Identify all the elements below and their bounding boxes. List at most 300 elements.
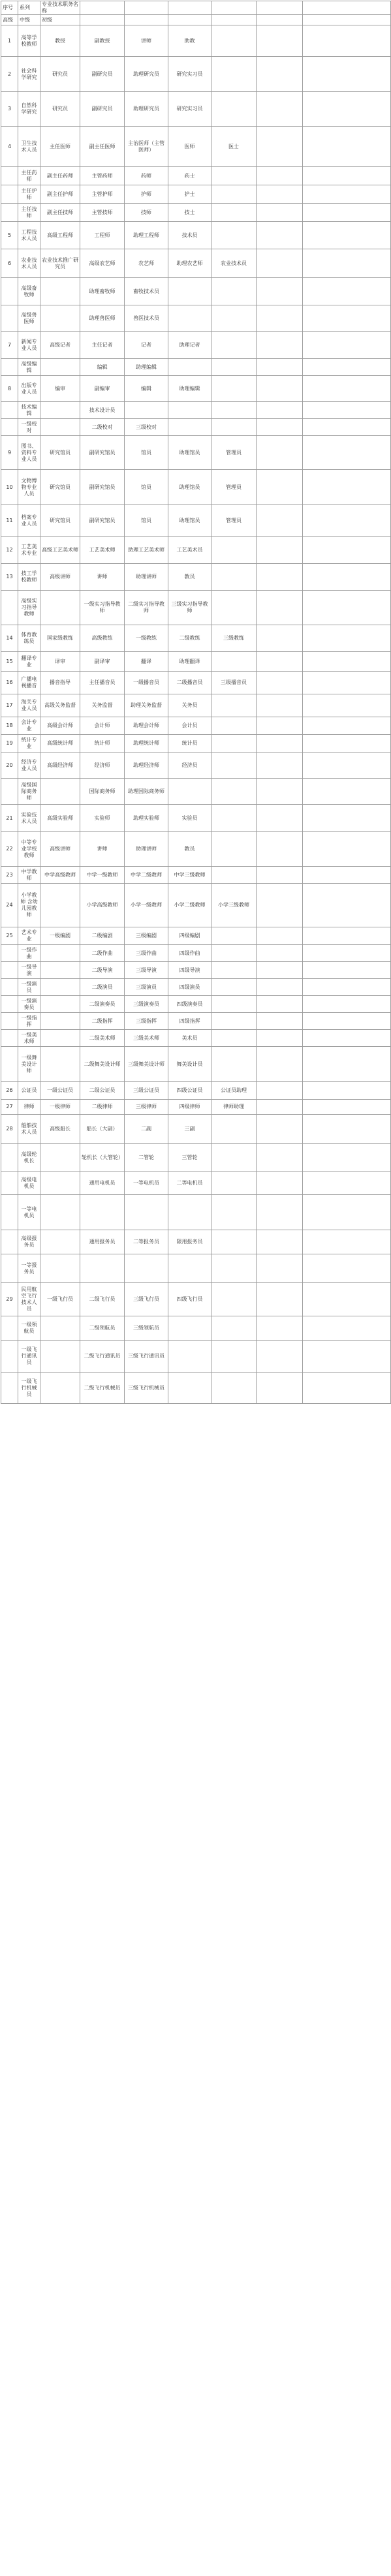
table-cell: 主管技师 [80,204,125,222]
table-cell [211,832,257,867]
table-cell: 四级律师 [168,1100,211,1115]
table-cell [303,222,391,249]
table-cell [1,1195,18,1230]
table-cell: 29 [1,1283,18,1316]
table-cell: 四级演员 [168,979,211,996]
table-cell [257,25,303,57]
table-cell: 二级播音员 [168,672,211,694]
table-row [1,884,391,927]
table-cell: 一级飞行员 [40,1283,80,1316]
table-cell [303,1082,391,1100]
table-cell [257,717,303,735]
table-cell: 中学教师 [18,867,40,884]
table-cell: 工艺美术专业 [18,537,40,564]
table-cell: 17 [1,694,18,717]
table-cell [257,1013,303,1030]
table-cell: 助理讲师 [125,564,168,591]
table-row [1,1082,391,1100]
table-cell: 高级会计师 [40,717,80,735]
table-cell [40,1144,80,1172]
table-cell: 一级律师 [40,1100,80,1115]
table-cell [303,1030,391,1047]
table-row [1,1100,391,1115]
table-cell [211,1144,257,1172]
table-cell [211,652,257,672]
table-cell [303,694,391,717]
table-cell: 1 [1,25,18,57]
table-cell [211,927,257,945]
table-cell: 通用报务员 [80,1230,125,1254]
table-cell [257,1082,303,1100]
table-cell: 副研究馆员 [80,470,125,505]
table-cell [40,779,80,805]
table-row [1,1030,391,1047]
table-cell: 三级领航员 [125,1316,168,1341]
table-cell [257,591,303,625]
table-row [1,1195,391,1230]
table-cell [303,25,391,57]
table-cell: 助理编辑 [125,359,168,376]
table-cell [211,537,257,564]
table-cell: 副编审 [80,376,125,402]
table-cell [257,564,303,591]
table-cell [1,591,18,625]
table-row [1,376,391,402]
table-cell [257,305,303,332]
table-cell: 高级畜牧师 [18,278,40,305]
table-cell: 副研究员 [80,57,125,92]
table-cell [211,57,257,92]
table-cell [211,564,257,591]
table-cell [125,402,168,419]
table-cell: 主管药师 [80,167,125,185]
table-cell: 二级编剧 [80,927,125,945]
table-cell: 技工学校教师 [18,564,40,591]
table-cell [211,1013,257,1030]
table-row [1,332,391,359]
table-cell [257,185,303,204]
table-cell [1,1341,18,1373]
table-cell [257,222,303,249]
table-cell: 助理馆员 [168,505,211,537]
table-cell: 副研究员 [80,92,125,127]
table-cell: 体育教练员 [18,625,40,652]
table-cell: 教授 [40,25,80,57]
table-cell [257,278,303,305]
table-cell: 律师 [18,1100,40,1115]
table-cell [168,278,211,305]
table-cell: 农业技术员 [211,249,257,278]
table-cell [303,1172,391,1195]
table-cell: 高级工艺美术师 [40,537,80,564]
table-cell [211,204,257,222]
table-cell [257,962,303,979]
table-cell [1,1047,18,1082]
table-cell [1,185,18,204]
table-cell: 27 [1,1100,18,1115]
table-row [1,1144,391,1172]
table-cell [1,1254,18,1283]
table-cell: 助理馆员 [168,436,211,470]
table-cell [303,402,391,419]
table-cell [211,717,257,735]
table-cell: 高级国际商务师 [18,779,40,805]
table-cell: 限用报务员 [168,1230,211,1254]
table-cell [303,962,391,979]
table-cell: 船长（大副） [80,1115,125,1144]
table-cell: 管理员 [211,470,257,505]
table-row [1,57,391,92]
table-row [1,1316,391,1341]
table-cell [303,1013,391,1030]
table-cell: 7 [1,332,18,359]
table-cell [257,625,303,652]
table-row [1,625,391,652]
table-cell: 副教授 [80,25,125,57]
table-cell [303,1047,391,1082]
table-cell [257,376,303,402]
table-cell: 文物博物专业人员 [18,470,40,505]
table-row [1,1172,391,1195]
table-cell: 工程师 [80,222,125,249]
table-cell [303,1230,391,1254]
table-cell [257,1341,303,1373]
table-cell: 主管护师 [80,185,125,204]
table-cell [257,805,303,832]
table-row [1,249,391,278]
table-cell [257,470,303,505]
table-cell: 副研究馆员 [80,436,125,470]
table-cell [40,945,80,962]
table-cell: 翻译专业 [18,652,40,672]
table-cell: 副主任药师 [40,167,80,185]
table-cell: 四级作曲 [168,945,211,962]
table-cell: 高等学校教师 [18,25,40,57]
table-cell: 助理关务监督 [125,694,168,717]
table-cell: 三级演奏员 [125,996,168,1013]
table-cell [257,996,303,1013]
table-cell [168,779,211,805]
table-cell [257,167,303,185]
table-cell: 二管轮 [125,1144,168,1172]
table-row [1,832,391,867]
table-cell: 23 [1,867,18,884]
table-cell: 工艺美术员 [168,537,211,564]
table-cell: 研究员 [40,57,80,92]
table-cell [257,127,303,167]
table-cell [40,1230,80,1254]
table-cell: 中学三级教师 [168,867,211,884]
table-cell [303,672,391,694]
table-cell: 一级编剧 [40,927,80,945]
table-cell: 高级实习指导教师 [18,591,40,625]
table-cell [303,625,391,652]
table-row [1,717,391,735]
table-cell: 技士 [168,204,211,222]
table-cell [303,167,391,185]
table-cell [211,1316,257,1341]
table-cell: 护师 [125,185,168,204]
table-cell: 四级飞行员 [168,1283,211,1316]
table-cell: 三管轮 [168,1144,211,1172]
table-cell [257,1047,303,1082]
table-row [1,127,391,167]
table-cell [168,419,211,436]
table-cell: 农艺师 [125,249,168,278]
header-junior: 初级 [40,15,80,25]
table-cell [303,735,391,753]
table-cell: 二级飞行员 [80,1283,125,1316]
table-cell: 二级美术师 [80,1030,125,1047]
table-cell: 四级导演 [168,962,211,979]
table-cell: 研究馆员 [40,436,80,470]
table-row [1,470,391,505]
table-row [1,927,391,945]
table-cell: 主任药师 [18,167,40,185]
table-cell [40,1195,80,1230]
table-cell: 技术设计员 [80,402,125,419]
table-cell: 二副 [125,1115,168,1144]
table-cell: 技术编辑 [18,402,40,419]
table-cell [125,1254,168,1283]
table-cell [257,979,303,996]
table-cell [211,1195,257,1230]
table-row [1,1373,391,1404]
table-cell: 2 [1,57,18,92]
table-cell [40,278,80,305]
table-cell: 四级指挥 [168,1013,211,1030]
table-cell [211,402,257,419]
table-cell [211,1115,257,1144]
table-cell: 二级飞行通讯员 [80,1341,125,1373]
table-cell: 助理讲师 [125,832,168,867]
table-cell: 一级飞行机械员 [18,1373,40,1404]
table-cell: 新闻专业人员 [18,332,40,359]
table-cell [40,1373,80,1404]
table-cell [40,1254,80,1283]
table-cell: 助理会计师 [125,717,168,735]
table-cell [257,753,303,779]
table-cell: 一级公证员 [40,1082,80,1100]
table-cell: 助理馆员 [168,470,211,505]
table-row [1,652,391,672]
table-cell [211,753,257,779]
table-cell: 高级兽医师 [18,305,40,332]
table-cell: 律师助理 [211,1100,257,1115]
table-cell: 二级演奏员 [80,996,125,1013]
table-cell: 中等专业学校教师 [18,832,40,867]
table-row [1,167,391,185]
table-cell [211,185,257,204]
table-cell: 三级律师 [125,1100,168,1115]
table-cell: 二级舞美设计师 [80,1047,125,1082]
table-cell [1,402,18,419]
table-cell [211,25,257,57]
table-cell [303,1115,391,1144]
table-cell: 高级轮机长 [18,1144,40,1172]
table-cell [257,57,303,92]
table-cell: 25 [1,927,18,945]
table-cell [303,332,391,359]
table-cell [1,419,18,436]
table-cell: 档案专业人员 [18,505,40,537]
table-cell: 四级演奏员 [168,996,211,1013]
table-cell: 会计师 [80,717,125,735]
table-cell: 关务监督 [80,694,125,717]
table-cell: 高级实验师 [40,805,80,832]
table-cell [303,505,391,537]
table-cell: 经济专业人员 [18,753,40,779]
table-row [1,1047,391,1082]
table-cell [257,505,303,537]
table-cell: 助理统计师 [125,735,168,753]
table-cell: 三级飞行机械员 [125,1373,168,1404]
table-cell: 海关专业人员 [18,694,40,717]
table-cell: 二级作曲 [80,945,125,962]
table-cell [257,652,303,672]
table-cell: 舞美设计员 [168,1047,211,1082]
table-row [1,735,391,753]
table-cell: 助理经济师 [125,753,168,779]
table-cell: 16 [1,672,18,694]
table-row [1,359,391,376]
table-row [1,419,391,436]
table-cell [303,436,391,470]
table-cell: 一级作曲 [18,945,40,962]
table-cell [303,564,391,591]
table-cell: 主任播音员 [80,672,125,694]
table-cell [211,1047,257,1082]
table-cell: 小学二级教师 [168,884,211,927]
table-cell: 编辑 [125,376,168,402]
table-cell [303,753,391,779]
table-cell [257,735,303,753]
table-cell: 研究员 [40,92,80,127]
table-cell [303,92,391,127]
table-cell: 技术员 [168,222,211,249]
table-cell: 教员 [168,564,211,591]
table-cell: 药师 [125,167,168,185]
table-cell: 一等电机员 [125,1172,168,1195]
table-cell: 一级教练 [125,625,168,652]
table-row [1,1283,391,1316]
table-cell [257,1230,303,1254]
table-cell [40,1030,80,1047]
table-cell: 二级律师 [80,1100,125,1115]
table-cell [80,1195,125,1230]
table-cell: 农业技术人员 [18,249,40,278]
table-cell: 助理实验师 [125,805,168,832]
table-cell: 小学教师 含幼儿园教师 [18,884,40,927]
table-cell [257,1144,303,1172]
table-cell: 副研究馆员 [80,505,125,537]
table-cell [40,1341,80,1373]
table-cell [40,979,80,996]
table-row [1,945,391,962]
table-cell [257,359,303,376]
table-cell: 管理员 [211,505,257,537]
table-cell: 二级公证员 [80,1082,125,1100]
table-cell [1,945,18,962]
table-cell: 24 [1,884,18,927]
table-row [1,1254,391,1283]
table-cell [1,996,18,1013]
header-row [1,1,391,15]
table-cell [257,884,303,927]
table-cell [303,867,391,884]
table-cell [211,305,257,332]
table-cell [40,884,80,927]
table-row [1,204,391,222]
table-cell: 三级教练 [211,625,257,652]
table-row [1,1230,391,1254]
table-cell [257,672,303,694]
table-cell [303,1283,391,1316]
table-cell: 研究馆员 [40,505,80,537]
table-row [1,505,391,537]
table-cell: 三级飞行通讯员 [125,1341,168,1373]
table-cell: 19 [1,735,18,753]
table-cell [303,185,391,204]
table-cell [303,127,391,167]
table-cell [303,945,391,962]
table-cell [168,1341,211,1373]
table-cell: 9 [1,436,18,470]
table-cell [303,470,391,505]
table-cell [168,305,211,332]
table-cell: 5 [1,222,18,249]
table-cell: 小学高级教师 [80,884,125,927]
table-cell: 二级领航员 [80,1316,125,1341]
table-cell: 中学二级教师 [125,867,168,884]
table-cell [303,1144,391,1172]
table-cell: 一等报务员 [18,1254,40,1283]
table-cell [40,962,80,979]
table-cell [1,1013,18,1030]
table-cell [211,867,257,884]
table-cell: 三级编剧 [125,927,168,945]
table-cell: 医士 [211,127,257,167]
table-cell: 一级导演 [18,962,40,979]
table-cell: 一级领航员 [18,1316,40,1341]
table-cell [303,652,391,672]
table-cell: 编审 [40,376,80,402]
table-cell: 四级编剧 [168,927,211,945]
table-cell: 记者 [125,332,168,359]
table-cell: 播音指导 [40,672,80,694]
table-cell [303,1341,391,1373]
table-cell [1,359,18,376]
table-cell: 三级播音员 [211,672,257,694]
table-cell [1,1030,18,1047]
table-cell [303,1316,391,1341]
table-cell: 美术员 [168,1030,211,1047]
table-row [1,805,391,832]
table-cell [257,694,303,717]
table-cell: 二级指挥 [80,1013,125,1030]
table-cell: 22 [1,832,18,867]
table-cell [125,1195,168,1230]
table-cell [1,167,18,185]
table-cell [257,402,303,419]
table-cell [211,167,257,185]
table-cell: 高级讲师 [40,564,80,591]
table-cell [40,359,80,376]
table-cell: 馆员 [125,470,168,505]
table-cell [303,1195,391,1230]
table-cell: 助教 [168,25,211,57]
table-cell: 14 [1,625,18,652]
